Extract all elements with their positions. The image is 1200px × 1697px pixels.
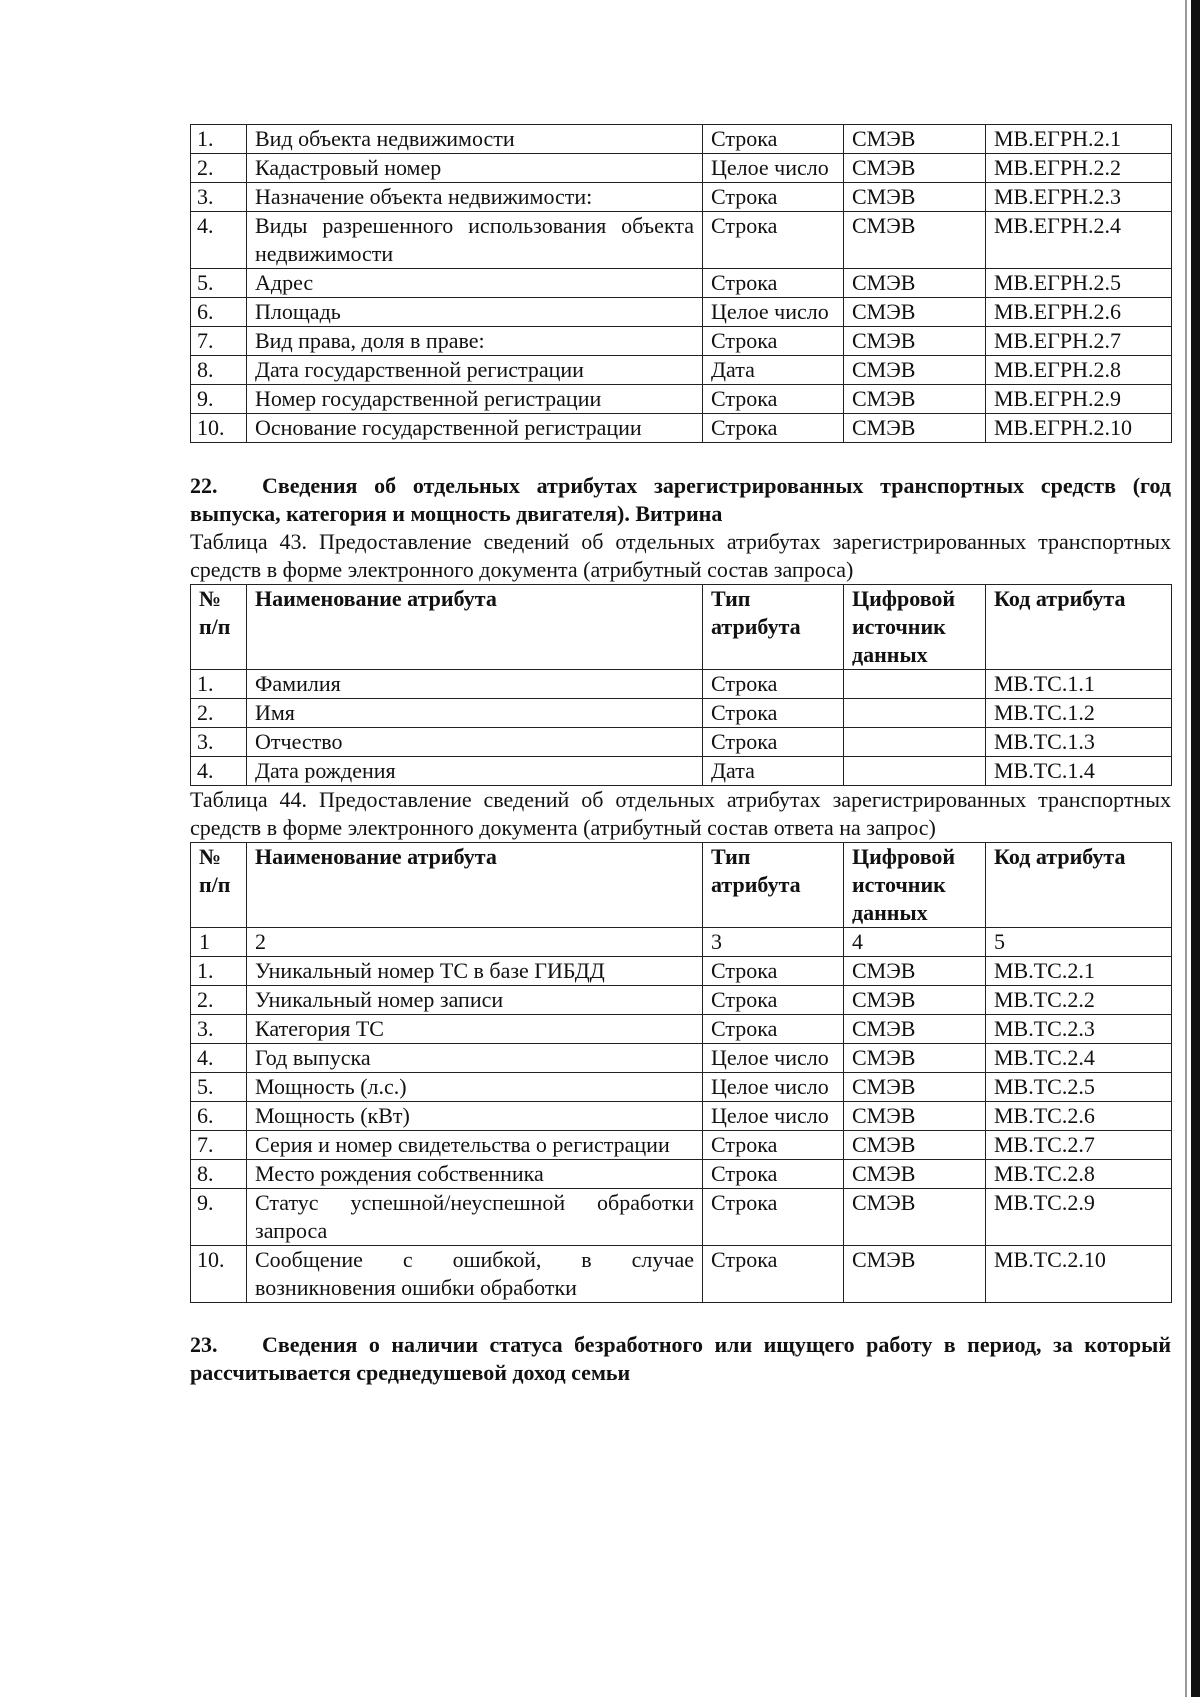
data-source: СМЭВ: [844, 1189, 986, 1246]
row-number: 2.: [191, 986, 247, 1015]
header-type: Тип атрибута: [703, 585, 844, 670]
attribute-type: Целое число: [703, 154, 844, 183]
attribute-name: Кадастровый номер: [247, 154, 703, 183]
attribute-code: МВ.ТС.2.2: [986, 986, 1172, 1015]
attribute-code: МВ.ТС.2.5: [986, 1073, 1172, 1102]
attribute-code: МВ.ТС.1.3: [986, 728, 1172, 757]
table-row: [191, 986, 1172, 1015]
attribute-name: Мощность (л.с.): [247, 1073, 703, 1102]
attribute-type: Дата: [703, 356, 844, 385]
egrn-attributes-table: [190, 124, 1172, 443]
header-code: Код атрибута: [986, 585, 1172, 670]
row-number: 3.: [191, 728, 247, 757]
attribute-type: Целое число: [703, 1044, 844, 1073]
attribute-name: Статус успешной/неуспешной обработки запроса: [247, 1189, 703, 1246]
attribute-code: МВ.ЕГРН.2.5: [986, 269, 1172, 298]
attribute-type: Строка: [703, 986, 844, 1015]
attribute-code: МВ.ТС.2.4: [986, 1044, 1172, 1073]
table-43-header-row: [191, 585, 1172, 670]
attribute-code: МВ.ТС.2.3: [986, 1015, 1172, 1044]
attribute-name: Серия и номер свидетельства о регистрации: [247, 1131, 703, 1160]
row-number: 4.: [191, 1044, 247, 1073]
column-number: 4: [844, 928, 986, 957]
table-row: [191, 298, 1172, 327]
attribute-code: МВ.ЕГРН.2.3: [986, 183, 1172, 212]
header-number: № п/п: [191, 843, 247, 928]
data-source: СМЭВ: [844, 1160, 986, 1189]
row-number: 1.: [191, 670, 247, 699]
header-code: Код атрибута: [986, 843, 1172, 928]
column-number: 2: [247, 928, 703, 957]
attribute-type: Целое число: [703, 1073, 844, 1102]
attribute-code: МВ.ЕГРН.2.7: [986, 327, 1172, 356]
attribute-type: Строка: [703, 1189, 844, 1246]
attribute-type: Строка: [703, 327, 844, 356]
column-number: 1: [191, 928, 247, 957]
data-source: СМЭВ: [844, 385, 986, 414]
attribute-type: Строка: [703, 212, 844, 269]
header-source: Цифровой источник данных: [844, 843, 986, 928]
table-row: [191, 957, 1172, 986]
table-43: [190, 584, 1172, 786]
table-row: [191, 757, 1172, 786]
table-row: [191, 1246, 1172, 1303]
attribute-type: Строка: [703, 699, 844, 728]
table-row: [191, 356, 1172, 385]
data-source: СМЭВ: [844, 1131, 986, 1160]
row-number: 10.: [191, 1246, 247, 1303]
attribute-code: МВ.ЕГРН.2.1: [986, 125, 1172, 154]
row-number: 6.: [191, 1102, 247, 1131]
data-source: СМЭВ: [844, 1015, 986, 1044]
data-source: СМЭВ: [844, 1246, 986, 1303]
attribute-name: Вид права, доля в праве:: [247, 327, 703, 356]
data-source: СМЭВ: [844, 356, 986, 385]
table-row: [191, 1131, 1172, 1160]
data-source: СМЭВ: [844, 154, 986, 183]
table-44-column-numbers-row: [191, 928, 1172, 957]
section-23-heading: [190, 1331, 1171, 1387]
attribute-name: Площадь: [247, 298, 703, 327]
table-44-caption: Таблица 44. Предоставление сведений об отдельных атрибутах зарегистрированных транспортных средств в форме электронного документа (атрибутный состав ответа на запрос): [190, 787, 1171, 840]
row-number: 7.: [191, 1131, 247, 1160]
attribute-name: Имя: [247, 699, 703, 728]
data-source: СМЭВ: [844, 327, 986, 356]
attribute-name: Номер государственной регистрации: [247, 385, 703, 414]
table-row: [191, 699, 1172, 728]
attribute-code: МВ.ЕГРН.2.10: [986, 414, 1172, 443]
attribute-name: Адрес: [247, 269, 703, 298]
data-source: СМЭВ: [844, 212, 986, 269]
scan-edge-line: [1185, 0, 1187, 1697]
attribute-code: МВ.ТС.1.2: [986, 699, 1172, 728]
table-row: [191, 1102, 1172, 1131]
table-row: [191, 385, 1172, 414]
table-row: [191, 1015, 1172, 1044]
attribute-name: Уникальный номер ТС в базе ГИБДД: [247, 957, 703, 986]
section-23-title: Сведения о наличии статуса безработного или ищущего работу в период, за который рассчитывается среднедушевой доход семьи: [190, 1332, 1171, 1385]
table-row: [191, 269, 1172, 298]
data-source: СМЭВ: [844, 125, 986, 154]
attribute-name: Фамилия: [247, 670, 703, 699]
table-row: [191, 728, 1172, 757]
header-type: Тип атрибута: [703, 843, 844, 928]
attribute-name: Уникальный номер записи: [247, 986, 703, 1015]
data-source: СМЭВ: [844, 1102, 986, 1131]
attribute-code: МВ.ЕГРН.2.8: [986, 356, 1172, 385]
attribute-name: Мощность (кВт): [247, 1102, 703, 1131]
header-name: Наименование атрибута: [247, 585, 703, 670]
table-row: [191, 1160, 1172, 1189]
attribute-type: Строка: [703, 1246, 844, 1303]
table-row: [191, 183, 1172, 212]
row-number: 3.: [191, 1015, 247, 1044]
attribute-type: Строка: [703, 1160, 844, 1189]
document-page: [190, 124, 1171, 1387]
attribute-name: Основание государственной регистрации: [247, 414, 703, 443]
data-source: СМЭВ: [844, 1044, 986, 1073]
attribute-name: Сообщение с ошибкой, в случае возникновения ошибки обработки: [247, 1246, 703, 1303]
row-number: 9.: [191, 385, 247, 414]
row-number: 3.: [191, 183, 247, 212]
attribute-type: Строка: [703, 269, 844, 298]
data-source: [844, 670, 986, 699]
attribute-name: Год выпуска: [247, 1044, 703, 1073]
data-source: СМЭВ: [844, 183, 986, 212]
attribute-name: Отчество: [247, 728, 703, 757]
row-number: 8.: [191, 356, 247, 385]
table-43-body: [191, 670, 1172, 786]
attribute-code: МВ.ЕГРН.2.2: [986, 154, 1172, 183]
column-number: 3: [703, 928, 844, 957]
row-number: 8.: [191, 1160, 247, 1189]
attribute-code: МВ.ТС.2.9: [986, 1189, 1172, 1246]
data-source: СМЭВ: [844, 298, 986, 327]
attribute-code: МВ.ЕГРН.2.9: [986, 385, 1172, 414]
attribute-code: МВ.ЕГРН.2.6: [986, 298, 1172, 327]
attribute-code: МВ.ЕГРН.2.4: [986, 212, 1172, 269]
section-22-title: Сведения об отдельных атрибутах зарегистрированных транспортных средств (год выпуска, категория и мощность двигателя). Витрина: [190, 473, 1171, 526]
attribute-type: Строка: [703, 1015, 844, 1044]
attribute-name: Дата государственной регистрации: [247, 356, 703, 385]
data-source: СМЭВ: [844, 414, 986, 443]
attribute-type: Дата: [703, 757, 844, 786]
header-source: Цифровой источник данных: [844, 585, 986, 670]
attribute-code: МВ.ТС.2.10: [986, 1246, 1172, 1303]
table-row: [191, 670, 1172, 699]
table-row: [191, 414, 1172, 443]
egrn-table-body: [191, 125, 1172, 443]
table-44-body: [191, 957, 1172, 1303]
table-43-caption: Таблица 43. Предоставление сведений об отдельных атрибутах зарегистрированных транспортных средств в форме электронного документа (атрибутный состав запроса): [190, 529, 1171, 582]
attribute-type: Строка: [703, 183, 844, 212]
data-source: [844, 699, 986, 728]
table-44: [190, 842, 1172, 1303]
data-source: [844, 728, 986, 757]
data-source: СМЭВ: [844, 269, 986, 298]
attribute-name: Вид объекта недвижимости: [247, 125, 703, 154]
attribute-name: Дата рождения: [247, 757, 703, 786]
table-row: [191, 327, 1172, 356]
attribute-code: МВ.ТС.1.4: [986, 757, 1172, 786]
section-22-number: 22.: [190, 473, 218, 498]
attribute-code: МВ.ТС.1.1: [986, 670, 1172, 699]
table-row: [191, 212, 1172, 269]
attribute-type: Строка: [703, 385, 844, 414]
scan-edge-border: [1191, 0, 1200, 1697]
data-source: СМЭВ: [844, 986, 986, 1015]
table-row: [191, 154, 1172, 183]
attribute-type: Целое число: [703, 298, 844, 327]
attribute-type: Строка: [703, 1131, 844, 1160]
attribute-type: Строка: [703, 125, 844, 154]
header-number: № п/п: [191, 585, 247, 670]
row-number: 4.: [191, 757, 247, 786]
attribute-code: МВ.ТС.2.1: [986, 957, 1172, 986]
attribute-name: Виды разрешенного использования объекта недвижимости: [247, 212, 703, 269]
row-number: 4.: [191, 212, 247, 269]
row-number: 9.: [191, 1189, 247, 1246]
table-row: [191, 125, 1172, 154]
table-row: [191, 1044, 1172, 1073]
row-number: 2.: [191, 699, 247, 728]
section-22-heading: [190, 472, 1171, 528]
attribute-type: Целое число: [703, 1102, 844, 1131]
row-number: 1.: [191, 957, 247, 986]
attribute-type: Строка: [703, 728, 844, 757]
table-row: [191, 1073, 1172, 1102]
attribute-type: Строка: [703, 414, 844, 443]
data-source: [844, 757, 986, 786]
row-number: 5.: [191, 1073, 247, 1102]
row-number: 1.: [191, 125, 247, 154]
row-number: 10.: [191, 414, 247, 443]
data-source: СМЭВ: [844, 957, 986, 986]
attribute-name: Категория ТС: [247, 1015, 703, 1044]
row-number: 6.: [191, 298, 247, 327]
attribute-type: Строка: [703, 957, 844, 986]
row-number: 2.: [191, 154, 247, 183]
attribute-name: Назначение объекта недвижимости:: [247, 183, 703, 212]
attribute-type: Строка: [703, 670, 844, 699]
table-row: [191, 1189, 1172, 1246]
row-number: 7.: [191, 327, 247, 356]
data-source: СМЭВ: [844, 1073, 986, 1102]
section-23-number: 23.: [190, 1332, 218, 1357]
column-number: 5: [986, 928, 1172, 957]
attribute-name: Место рождения собственника: [247, 1160, 703, 1189]
attribute-code: МВ.ТС.2.8: [986, 1160, 1172, 1189]
attribute-code: МВ.ТС.2.6: [986, 1102, 1172, 1131]
row-number: 5.: [191, 269, 247, 298]
header-name: Наименование атрибута: [247, 843, 703, 928]
attribute-code: МВ.ТС.2.7: [986, 1131, 1172, 1160]
table-44-header-row: [191, 843, 1172, 928]
